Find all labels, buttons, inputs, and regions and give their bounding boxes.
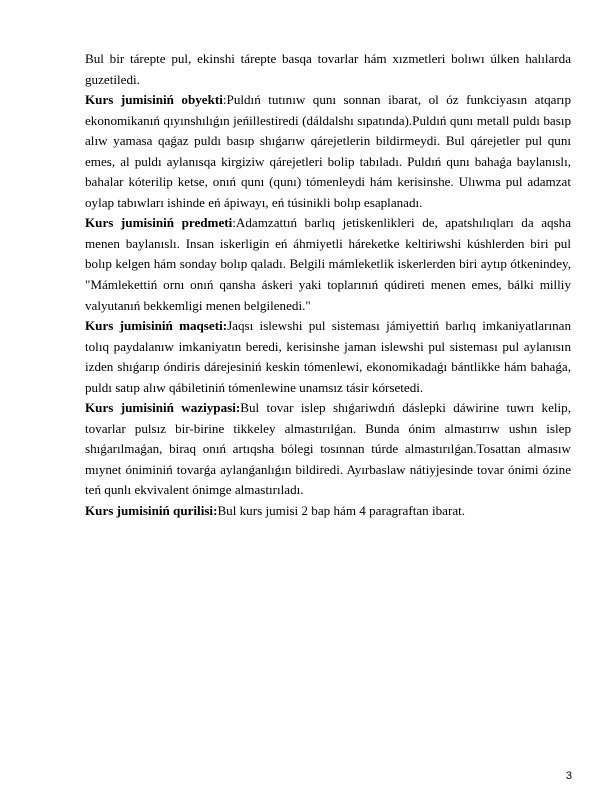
- structure-text: Bul kurs jumisi 2 bap hám 4 paragraftan ibarat.: [217, 503, 466, 519]
- subject-paragraph: [85, 213, 571, 316]
- task-text: Bul tovar islep shıǵariwdıń dáslepki dáwirine tuwrı kelip, tovarlar pulsız bir-birine tikkeley almastırılǵan. Bunda ónim almastırıw ushın islep shıǵarılmaǵan, biraq onıń artıqsha bólegi tosınnan túrde almastırılǵan.Tosattan almasıw mıynet óniminiń tovarǵa aylanǵanlıǵın bildiredi. Ayırbaslaw nátiyjesinde tovar ónimi ózine teń qunlı ekvivalent ónimge almastırıladı.: [85, 400, 571, 498]
- subject-text: :Adamzattıń barlıq jetiskenlikleri de, apatshılıqları da aqsha menen baylanıslı. Insan iskerligin eń áhmiyetli háreketke keltiriwshi kúshlerden biri pul bolıp kelgen hám sonday bolıp qaladı. Belgili mámleketlik iskerlerden biri aytıp ótkenindey, "Mámlekettiń ornı onıń qansha áskeri yaki toplarınıń qúdireti menen emes, bálki milliy valyutanıń bekkemligi menen belgilenedi.": [85, 215, 572, 313]
- goal-text: Jaqsı islewshi pul sisteması jámiyettiń barlıq imkaniyatlarınan tolıq paydalanıw imkaniyatın beredi, kerisinshe jaman islewshi pul sisteması pul aylanısın izden shıǵarıp óndiris dárejesiniń keskin tómenlewi, ekonomikadaǵı bántlikke hám bahaǵa, puldı satıp alıw qábiletiniń tómenlewine unamsız tásir kórsetedi.: [85, 318, 571, 395]
- subject-term: Kurs jumisiniń predmeti: [85, 215, 233, 231]
- object-term: Kurs jumisiniń obyekti: [85, 92, 223, 108]
- intro-paragraph: [85, 49, 571, 90]
- intro-text: Bul bir tárepte pul, ekinshi tárepte basqa tovarlar hám xızmetleri bolıwı úlken halılarda guzetiledi.: [85, 51, 571, 87]
- page-number: 3: [565, 770, 572, 782]
- structure-term: Kurs jumisiniń qurilisi:: [85, 503, 218, 519]
- goal-paragraph: [85, 316, 571, 398]
- object-text: :Puldıń tutınıw qunı sonnan ibarat, ol óz funkciyasın atqarıp ekonomikanıń qıyınshılıǵın jeńillestiredi (dáldalshı sıpatında).Puldıń qunı metall puldı basıp alıw yamasa qaǵaz puldı basıp shıǵarıw qárejetlerin bildirmeydi. Bul qárejetler pul qunı emes, al puldı aylanısqa kirgiziw qárejetleri bolip tabıladı. Puldıń qunı bahaǵa baylanıslı, bahalar kóterilip ketse, onıń qunı (qunı) tómenleydi hám kerisinshe. Ulıwma pul adamzat oylap tabıwları ishinde eń ápiwayı, eń túsinikli bolıp esaplanadı.: [85, 92, 571, 210]
- body-text: [85, 49, 571, 522]
- task-term: Kurs jumisiniń waziypasi:: [85, 400, 241, 416]
- goal-term: Kurs jumisiniń maqseti:: [85, 318, 228, 334]
- object-paragraph: [85, 90, 571, 213]
- task-paragraph: [85, 398, 571, 501]
- structure-paragraph: [85, 501, 571, 522]
